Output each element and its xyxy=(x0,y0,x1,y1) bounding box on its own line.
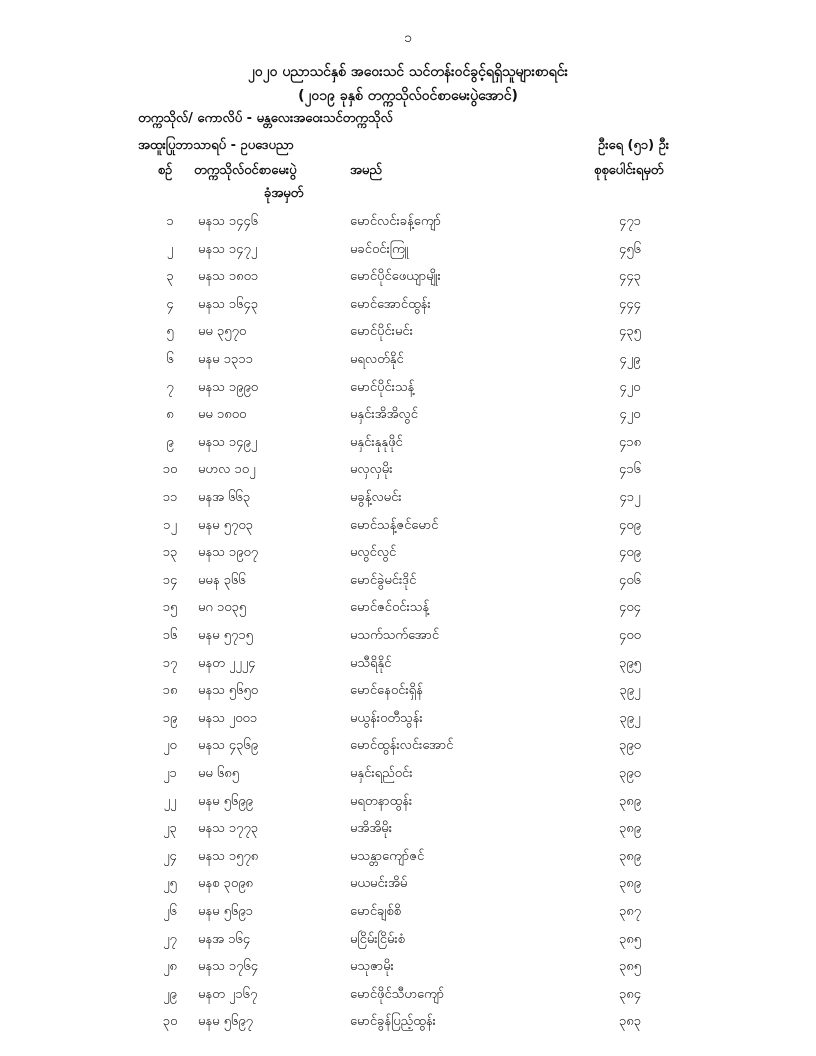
student-name: မသက်သက်အောင် xyxy=(350,628,440,643)
total-marks: ၄၀၉ xyxy=(619,545,641,561)
student-name: မယွန်းဝတီသွန်း xyxy=(350,710,423,726)
row-number: ၄ xyxy=(166,296,174,312)
table-row xyxy=(0,434,816,462)
table-row xyxy=(0,931,816,959)
header-roll-line-2: ခုံအမှတ် xyxy=(264,186,304,201)
header-marks: စုစုပေါင်းရမှတ် xyxy=(594,163,664,178)
total-marks: ၄၂၉ xyxy=(619,352,641,367)
row-number: ၂၆ xyxy=(163,904,177,919)
roll-number: မနသ ၁၄၉၂ xyxy=(198,434,258,450)
table-row xyxy=(0,737,816,765)
row-number: ၂၄ xyxy=(163,848,177,864)
student-name: မလှလှမိုး xyxy=(350,462,393,478)
total-marks: ၃၉၅ xyxy=(619,655,641,671)
table-row xyxy=(0,710,816,738)
total-marks: ၃၉၀ xyxy=(619,738,641,754)
roll-number: မမ ၁၈၀၀ xyxy=(198,407,247,423)
roll-number: မနမ ၅၇၁၅ xyxy=(198,628,253,643)
student-name: မောင်ထွန်းလင်းအောင် xyxy=(350,738,454,754)
total-marks: ၄၅၆ xyxy=(619,241,641,257)
document-title: ၂၀၂၀ ပညာသင်နှစ် အဝေးသင် သင်တန်းဝင်ခွင့်ရရှိသူများစာရင်း xyxy=(247,64,569,80)
total-marks: ၄၁၆ xyxy=(619,462,641,478)
roll-number: မနတ ၂၂၂၄ xyxy=(198,655,256,671)
total-marks: ၄၄၄ xyxy=(619,296,641,312)
student-name: မောင်ဇင်ဝင်းသန့် xyxy=(350,600,430,616)
table-row xyxy=(0,351,816,379)
row-number: ၁၇ xyxy=(162,655,178,671)
page-number: ၁ xyxy=(404,30,412,46)
table-row xyxy=(0,489,816,517)
student-name: မောင်နေဝင်းရှိန် xyxy=(350,683,423,699)
roll-number: မနမ ၅၇၀၃ xyxy=(198,517,253,533)
total-marks: ၃၈၅ xyxy=(618,959,642,975)
roll-number: မနမ ၅၆၉၁ xyxy=(198,904,253,919)
total-marks: ၃၉၂ xyxy=(619,710,641,726)
table-row xyxy=(0,682,816,710)
row-number: ၂၉ xyxy=(163,986,177,1002)
row-number: ၂၈ xyxy=(163,959,177,975)
roll-number: မနမ ၅၆၉၇ xyxy=(198,1014,253,1030)
total-marks: ၄၂၀ xyxy=(619,407,641,423)
table-row xyxy=(0,627,816,655)
table-row xyxy=(0,848,816,876)
roll-number: မနသ ၁၉၉၀ xyxy=(198,379,259,395)
roll-number: မနမ ၅၆၉၉ xyxy=(198,793,253,809)
roll-number: မနသ ၁၄၇၂ xyxy=(198,241,258,257)
roll-number: မမ ၆၈၅ xyxy=(198,766,240,781)
total-marks: ၃၉၀ xyxy=(619,766,641,781)
row-number: ၁ xyxy=(166,214,174,229)
total-marks: ၃၈၃ xyxy=(618,1014,642,1030)
total-marks: ၄၇၁ xyxy=(619,214,641,229)
row-number: ၁၅ xyxy=(162,600,178,616)
row-number: ၁၈ xyxy=(162,683,178,699)
total-marks: ၄၀၆ xyxy=(619,572,641,588)
row-number: ၁၂ xyxy=(163,517,177,533)
total-marks: ၄၄၃ xyxy=(619,269,641,285)
row-number: ၈ xyxy=(166,407,174,423)
roll-number: မနစ ၃၀၉၈ xyxy=(198,876,253,892)
table-row xyxy=(0,406,816,434)
row-number: ၁၉ xyxy=(162,710,178,726)
row-number: ၂၁ xyxy=(163,766,177,781)
roll-number: မနသ ၂၀၀၁ xyxy=(198,710,258,726)
table-row xyxy=(0,213,816,241)
table-row xyxy=(0,544,816,572)
roll-number: မနတ ၂၁၆၇ xyxy=(198,986,258,1002)
row-number: ၁၁ xyxy=(162,490,178,505)
row-number: ၂၅ xyxy=(163,876,177,892)
header-no: စဉ် xyxy=(157,163,173,178)
student-name: မောင်ပိုင်ဖေယျာမျိုး xyxy=(350,269,441,285)
university-line: တက္ကသိုလ်/ ကောလိပ် - မန္တလေးအဝေးသင်တက္ကသိုလ် xyxy=(138,111,393,126)
student-name: မခင်ဝင်းကြူ xyxy=(350,241,409,257)
table-row xyxy=(0,268,816,296)
table-row xyxy=(0,599,816,627)
total-marks: ၃၉၂ xyxy=(619,683,641,699)
roll-number: မနသ ၁၆၄၃ xyxy=(198,296,259,312)
total-marks: ၄၁၂ xyxy=(619,490,641,505)
total-marks: ၃၈၉ xyxy=(618,793,642,809)
row-number: ၂၀ xyxy=(163,738,177,754)
table-row xyxy=(0,572,816,600)
student-name: မနှင်းနုနုဖိုင် xyxy=(350,434,403,450)
total-marks: ၃၈၉ xyxy=(618,876,642,892)
table-row xyxy=(0,986,816,1014)
total-marks: ၄၂၀ xyxy=(619,379,641,395)
roll-number: မနအ ၁၆၄ xyxy=(198,931,251,947)
row-number: ၁၀ xyxy=(162,462,178,478)
roll-number: မနသ ၁၉၀၇ xyxy=(198,545,259,561)
student-name: မောင်ပိုင်းသန့် xyxy=(350,379,415,395)
table-row xyxy=(0,958,816,986)
table-row xyxy=(0,793,816,821)
student-name: မခွန့်လမင်း xyxy=(350,490,402,505)
student-name: မောင်လင်းခန့်ကျော် xyxy=(350,214,441,229)
total-marks: ၃၈၉ xyxy=(618,848,642,864)
table-row xyxy=(0,461,816,489)
total-marks: ၄၀၄ xyxy=(619,600,641,616)
roll-number: မနမ ၁၃၁၁ xyxy=(198,352,253,367)
row-number: ၁၆ xyxy=(162,628,178,643)
total-marks: ၄၁၈ xyxy=(618,434,642,450)
total-marks: ၄၀၀ xyxy=(619,628,641,643)
row-number: ၂၇ xyxy=(163,931,177,947)
student-name: မောင်သန့်ဇင်မောင် xyxy=(350,517,439,533)
row-number: ၂၂ xyxy=(163,793,177,809)
total-marks: ၃၈၄ xyxy=(618,986,642,1002)
header-name: အမည် xyxy=(350,163,382,178)
student-name: မသန္တာကျော်ဇင် xyxy=(350,848,425,864)
table-row xyxy=(0,296,816,324)
table-row xyxy=(0,655,816,683)
student-name: မလွင်လွင် xyxy=(350,545,397,561)
student-name: မနှင်းရည်ဝင်း xyxy=(350,766,413,781)
total-marks: ၄၀၉ xyxy=(619,517,641,533)
table-row xyxy=(0,903,816,931)
student-count: ဦးရေ (၅၁) ဦး xyxy=(598,138,670,153)
roll-number: မနသ ၁၄၄၆ xyxy=(198,214,259,229)
total-marks: ၃၈၉ xyxy=(618,821,642,837)
document-subtitle: (၂၀၁၉ ခုနှစ် တက္ကသိုလ်ဝင်စာမေးပွဲအောင်) xyxy=(298,88,518,104)
table-row xyxy=(0,379,816,407)
roll-number: မနသ ၁၅၇၈ xyxy=(198,848,259,864)
roll-number: မနအ ၆၆၃ xyxy=(198,490,251,505)
roll-number: မနသ ၁၈၀၁ xyxy=(198,269,259,285)
student-name: မောင်ချစ်စိ xyxy=(350,904,402,919)
student-name: မောင်ပိုင်းမင်း xyxy=(350,324,413,340)
row-number: ၇ xyxy=(166,379,174,395)
total-marks: ၃၈၇ xyxy=(618,904,642,919)
roll-number: မနသ ၅၆၅၀ xyxy=(198,683,259,699)
table-row xyxy=(0,517,816,545)
total-marks: ၃၈၅ xyxy=(618,931,642,947)
student-name: မရတနာထွန်း xyxy=(350,793,413,809)
header-roll: တက္ကသိုလ်ဝင်စာမေးပွဲ xyxy=(194,163,297,178)
row-number: ၁၄ xyxy=(162,572,178,588)
roll-number: မမ ၃၅၇၀ xyxy=(198,324,247,340)
student-name: မနှင်းအိအိလွင် xyxy=(350,407,418,423)
row-number: ၅ xyxy=(166,324,174,340)
roll-number: မနသ ၁၇၇၃ xyxy=(198,821,259,837)
table-row xyxy=(0,765,816,793)
table-row xyxy=(0,323,816,351)
row-number: ၂ xyxy=(166,241,174,257)
department-line: အထူးပြုဘာသာရပ် - ဥပဒေပညာ xyxy=(138,138,294,153)
total-marks: ၄၃၅ xyxy=(619,324,641,340)
student-name: မောင်ခွဲမင်းဒိုင် xyxy=(350,572,417,588)
table-row xyxy=(0,241,816,269)
student-name: မငြိမ်းငြိမ်းစံ xyxy=(350,931,405,947)
roll-number: မနသ ၁၇၆၄ xyxy=(198,959,259,975)
student-name: မယမင်းအိမ် xyxy=(350,876,408,892)
row-number: ၃၀ xyxy=(162,1014,178,1030)
roll-number: မဂ ၁၀၃၅ xyxy=(198,600,247,616)
roll-number: မမန ၃၆၆ xyxy=(198,572,246,588)
student-name: မောင်ခွန်ပြည့်ထွန်း xyxy=(350,1014,436,1030)
row-number: ၁၃ xyxy=(162,545,178,561)
row-number: ၉ xyxy=(166,434,174,450)
roll-number: မနသ ၄၃၆၉ xyxy=(198,738,259,754)
table-row xyxy=(0,820,816,848)
student-name: မသီရိနိုင် xyxy=(350,655,392,671)
roll-number: မဟလ ၁၀၂ xyxy=(198,462,256,478)
student-name: မောင်ဖိုင်သီဟကျော် xyxy=(350,986,445,1002)
student-name: မသုဇာမိုး xyxy=(350,959,394,975)
student-name: မောင်အောင်ထွန်း xyxy=(350,296,431,312)
row-number: ၂၃ xyxy=(163,821,177,837)
row-number: ၃ xyxy=(166,269,174,285)
table-row xyxy=(0,875,816,903)
table-row xyxy=(0,1013,816,1041)
student-name: မအိအိမိုး xyxy=(350,821,393,837)
row-number: ၆ xyxy=(166,352,174,367)
student-name: မရလတ်နိုင် xyxy=(350,352,404,367)
